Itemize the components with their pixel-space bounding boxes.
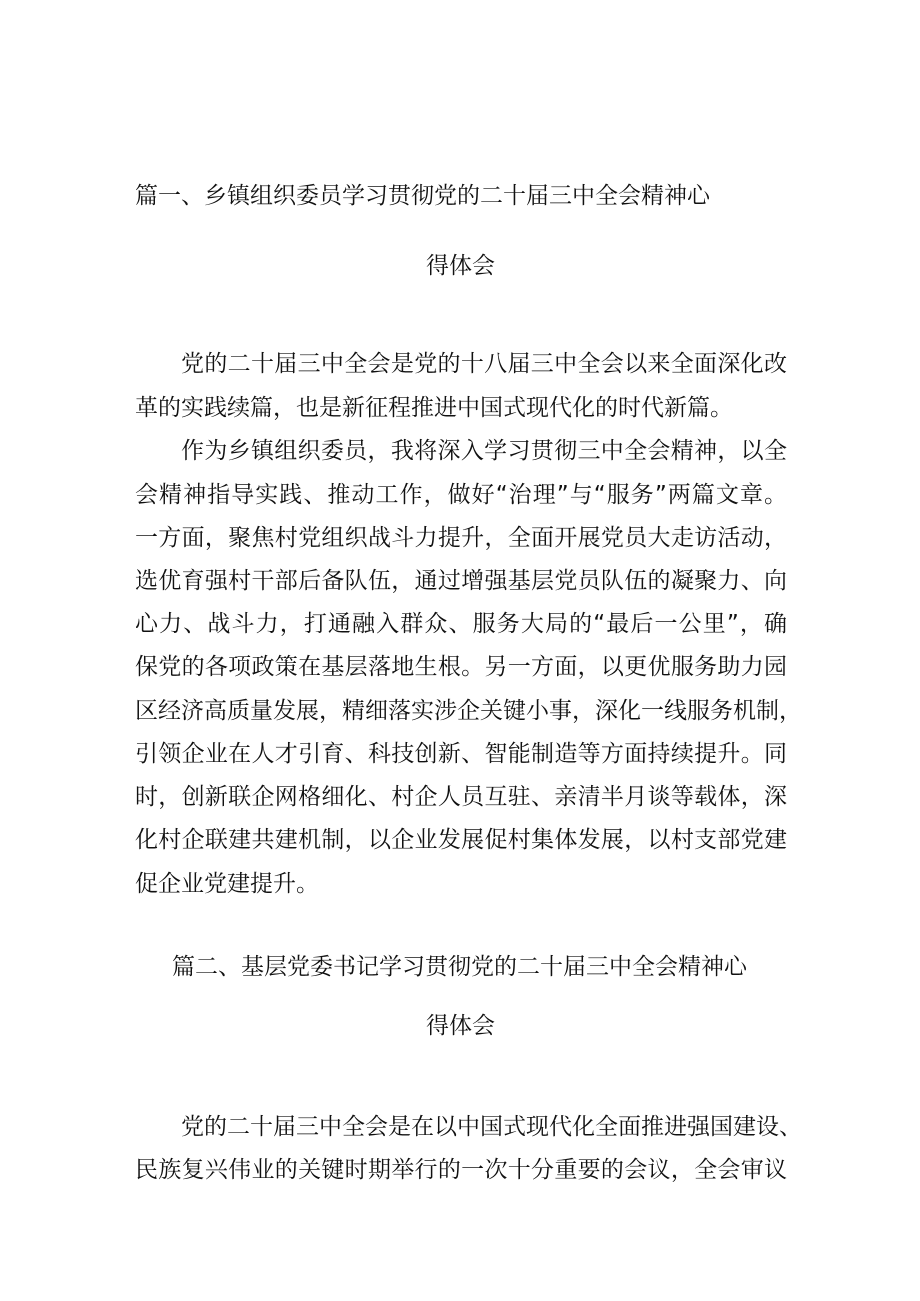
section1-p2-line10: 化村企联建共建机制，以企业发展促村集体发展，以村支部党建 [135,827,787,853]
section1-p2-line8: 引领企业在人才引育、科技创新、智能制造等方面持续提升。同 [135,741,787,767]
section1-title-line1: 篇一、乡镇组织委员学习贯彻党的二十届三中全会精神心 [135,183,710,209]
section1-p2-line11: 促企业党建提升。 [135,871,319,897]
section1-p1-line1: 党的二十届三中全会是党的十八届三中全会以来全面深化改 [181,351,787,377]
section2-p1-line2: 民族复兴伟业的关键时期举行的一次十分重要的会议，全会审议 [135,1157,787,1183]
section1-p2-line1: 作为乡镇组织委员，我将深入学习贯彻三中全会精神，以全 [181,438,787,464]
section1-p2-line4: 选优育强村干部后备队伍，通过增强基层党员队伍的凝聚力、向 [135,568,787,594]
section1-p2-line9: 时，创新联企网格细化、村企人员互驻、亲清半月谈等载体，深 [135,784,787,810]
section1-p2-line7: 区经济高质量发展，精细落实涉企关键小事，深化一线服务机制， [135,698,802,724]
section2-p1-line1: 党的二十届三中全会是在以中国式现代化全面推进强国建设、 [181,1114,802,1140]
section2-title-line1: 篇二、基层党委书记学习贯彻党的二十届三中全会精神心 [172,954,747,980]
section1-p2-line6: 保党的各项政策在基层落地生根。另一方面，以更优服务助力园 [135,654,787,680]
section1-p1-line2: 革的实践续篇，也是新征程推进中国式现代化的时代新篇。 [135,395,733,421]
section1-p2-line5: 心力、战斗力，打通融入群众、服务大局的“最后一公里”，确 [135,611,787,637]
section2-title-line2: 得体会 [426,1013,495,1039]
section1-p2-line2: 会精神指导实践、推动工作，做好“治理”与“服务”两篇文章。 [135,482,787,508]
section1-title-line2: 得体会 [426,253,495,279]
section1-p2-line3: 一方面，聚焦村党组织战斗力提升，全面开展党员大走访活动， [135,525,787,551]
